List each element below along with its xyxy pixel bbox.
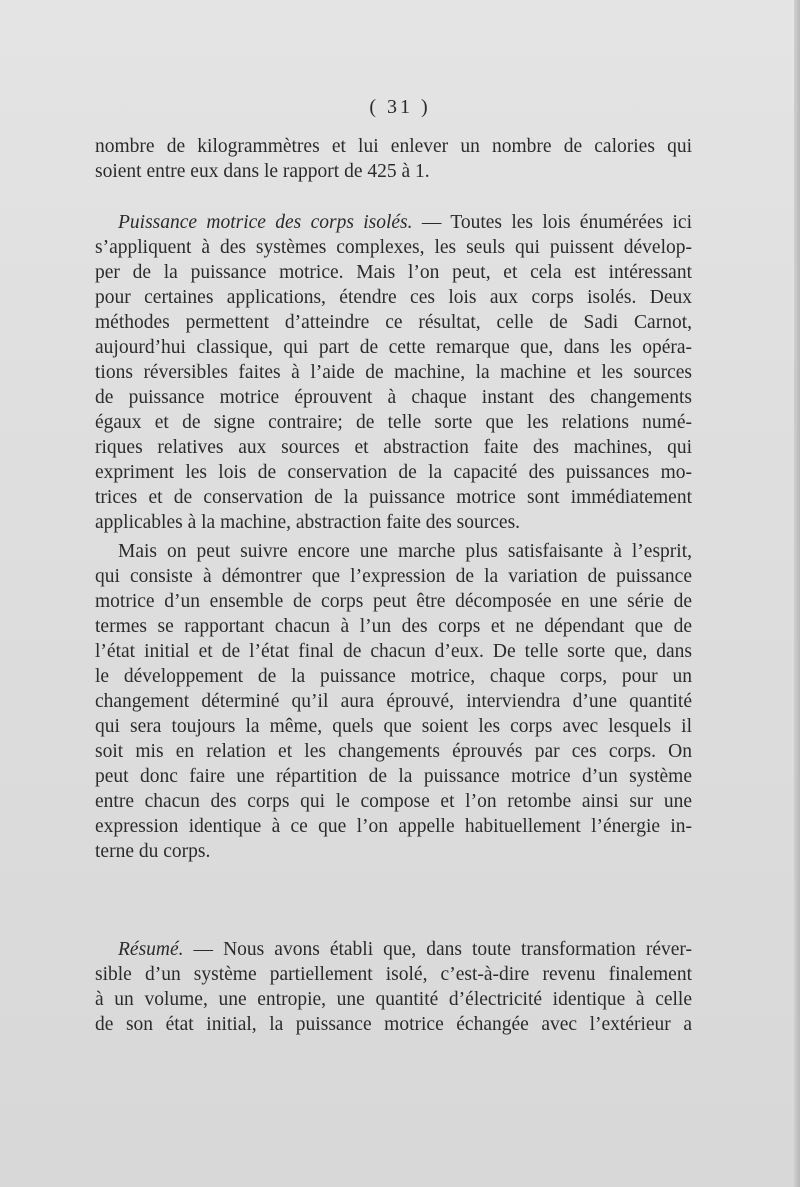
text-line: termes se rapportant chacun à l’un des corps et ne dépendant que de xyxy=(95,616,692,637)
text-line: terne du corps. xyxy=(95,841,211,862)
text-line: soient entre eux dans le rapport de 425 à 1. xyxy=(95,161,430,182)
text-line: expression identique à ce que l’on appelle habituellement l’énergie in- xyxy=(95,816,692,837)
text-line: peut donc faire une répartition de la puissance motrice d’un système xyxy=(95,766,692,787)
page-edge xyxy=(794,0,800,1187)
text-line: motrice d’un ensemble de corps peut être décomposée en une série de xyxy=(95,591,692,612)
text-line: expriment les lois de conservation de la capacité des puissances mo- xyxy=(95,462,692,483)
text-line: s’appliquent à des systèmes complexes, les seuls qui puissent dévelop- xyxy=(95,237,692,258)
page-number: ( 31 ) xyxy=(369,96,431,118)
text-line: per de la puissance motrice. Mais l’on peut, et cela est intéressant xyxy=(95,262,692,283)
text-line: qui consiste à démontrer que l’expression de la variation de puissance xyxy=(95,566,692,587)
text-line: changement déterminé qu’il aura éprouvé, interviendra d’une quantité xyxy=(95,691,692,712)
text-line: aujourd’hui classique, qui part de cette remarque que, dans les opéra- xyxy=(95,337,692,358)
text-line: Puissance motrice des corps isolés. — Toutes les lois énumérées ici xyxy=(118,212,692,233)
text-line: de puissance motrice éprouvent à chaque instant des changements xyxy=(95,387,692,408)
text-line: sible d’un système partiellement isolé, c’est-à-dire revenu finalement xyxy=(95,964,692,985)
text-line: tions réversibles faites à l’aide de machine, la machine et les sources xyxy=(95,362,692,383)
text-line: égaux et de signe contraire; de telle sorte que les relations numé- xyxy=(95,412,692,433)
text-line: soit mis en relation et les changements éprouvés par ces corps. On xyxy=(95,741,692,762)
text-line: riques relatives aux sources et abstraction faite des machines, qui xyxy=(95,437,692,458)
text-line: à un volume, une entropie, une quantité d’électricité identique à celle xyxy=(95,989,692,1010)
text-line: applicables à la machine, abstraction faite des sources. xyxy=(95,512,521,533)
text-line: entre chacun des corps qui le compose et l’on retombe ainsi sur une xyxy=(95,791,692,812)
section-heading: Résumé. xyxy=(118,939,184,960)
text-line: trices et de conservation de la puissance motrice sont immédiatement xyxy=(95,487,692,508)
text-line: le développement de la puissance motrice, chaque corps, pour un xyxy=(95,666,692,687)
text-line: nombre de kilogrammètres et lui enlever un nombre de calories qui xyxy=(95,136,692,157)
text-line: l’état initial et de l’état final de chacun d’eux. De telle sorte que, dans xyxy=(95,641,692,662)
text-line: qui sera toujours la même, quels que soient les corps avec lesquels il xyxy=(95,716,692,737)
text-line: de son état initial, la puissance motrice échangée avec l’extérieur a xyxy=(95,1014,692,1035)
text-line: Mais on peut suivre encore une marche plus satisfaisante à l’esprit, xyxy=(118,541,692,562)
text-line: pour certaines applications, étendre ces lois aux corps isolés. Deux xyxy=(95,287,692,308)
text-line: Résumé. — Nous avons établi que, dans toute transformation réver- xyxy=(118,939,692,960)
section-heading: Puissance motrice des corps isolés. xyxy=(118,212,413,233)
text-line: méthodes permettent d’atteindre ce résultat, celle de Sadi Carnot, xyxy=(95,312,692,333)
